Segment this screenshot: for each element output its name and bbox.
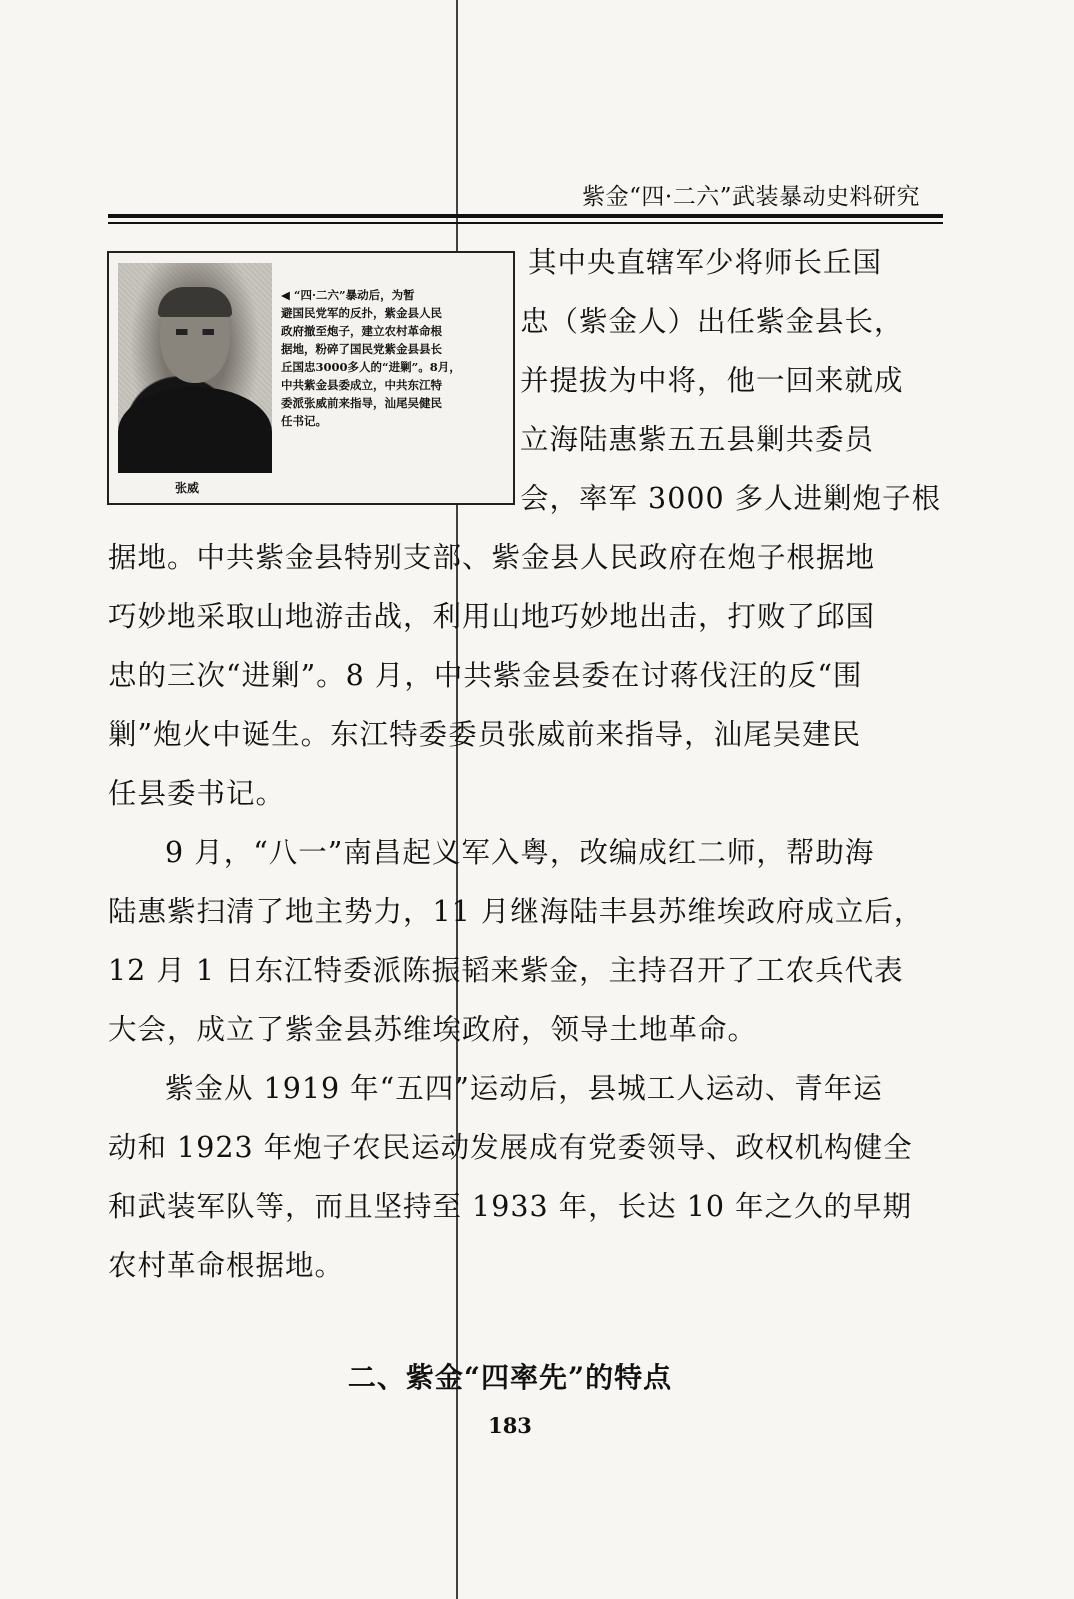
header-rule-thin (108, 222, 943, 224)
figure-caption-line: 丘国忠3000多人的“进剿”。8月， (281, 360, 461, 374)
portrait-hair (158, 287, 232, 317)
body-text-line: 任县委书记。 (108, 777, 286, 810)
body-text-line: 陆惠紫扫清了地主势力，11 月继海陆丰县苏维埃政府成立后， (108, 895, 924, 928)
portrait-photo (118, 263, 272, 473)
section-heading: 二、紫金“四率先”的特点 (347, 1361, 673, 1394)
figure-caption (281, 286, 503, 430)
page-number: 183 (488, 1413, 532, 1438)
figure-caption-line: 中共紫金县委成立，中共东江特 (281, 378, 442, 392)
running-header: 紫金“四·二六”武装暴动史料研究 (582, 184, 920, 210)
body-text-line: 紫金从 1919 年“五四”运动后，县城工人运动、青年运 (165, 1072, 883, 1105)
figure-caption-line: 委派张威前来指导，汕尾吴健民 (281, 396, 442, 410)
portrait-eyes (176, 329, 214, 335)
figure-caption-line: 据地，粉碎了国民党紫金县县长 (281, 342, 442, 356)
body-text-line: 忠的三次“进剿”。8 月，中共紫金县委在讨蒋伐汪的反“围 (108, 659, 863, 692)
body-text-line: 据地。中共紫金县特别支部、紫金县人民政府在炮子根据地 (108, 541, 876, 574)
body-text-line: 其中央直辖军少将师长丘国 (528, 246, 883, 279)
figure-caption-line: 避国民党军的反扑，紫金县人民 (281, 306, 442, 320)
body-text-line: 农村革命根据地。 (108, 1249, 345, 1282)
body-text-line: 并提拔为中将，他一回来就成 (520, 364, 904, 397)
figure-caption-line: 任书记。 (281, 414, 327, 428)
portrait-figure (107, 251, 515, 505)
body-text-line: 剿”炮火中诞生。东江特委委员张威前来指导，汕尾吴建民 (108, 718, 862, 751)
body-text-line: 和武装军队等，而且坚持至 1933 年，长达 10 年之久的早期 (108, 1190, 913, 1223)
portrait-body (118, 387, 272, 473)
body-text-line: 立海陆惠紫五五县剿共委员 (520, 423, 875, 456)
body-text-line: 大会，成立了紫金县苏维埃政府，领导土地革命。 (108, 1013, 758, 1046)
header-rule-thick (108, 214, 943, 218)
body-text-line: 9 月，“八一”南昌起义军入粤，改编成红二师，帮助海 (165, 836, 875, 869)
body-text-line: 会，率军 3000 多人进剿炮子根 (520, 482, 942, 515)
body-text-line: 12 月 1 日东江特委派陈振韬来紫金，主持召开了工农兵代表 (108, 954, 904, 987)
figure-caption-line: ◀ “四·二六”暴动后，为暂 (281, 288, 415, 302)
body-text-line: 忠（紫金人）出任紫金县长， (520, 305, 904, 338)
photo-label: 张威 (175, 481, 200, 495)
body-text-line: 巧妙地采取山地游击战，利用山地巧妙地出击，打败了邱国 (108, 600, 876, 633)
body-text-line: 动和 1923 年炮子农民运动发展成有党委领导、政权机构健全 (108, 1131, 913, 1164)
figure-caption-line: 政府撤至炮子，建立农村革命根 (281, 324, 442, 338)
